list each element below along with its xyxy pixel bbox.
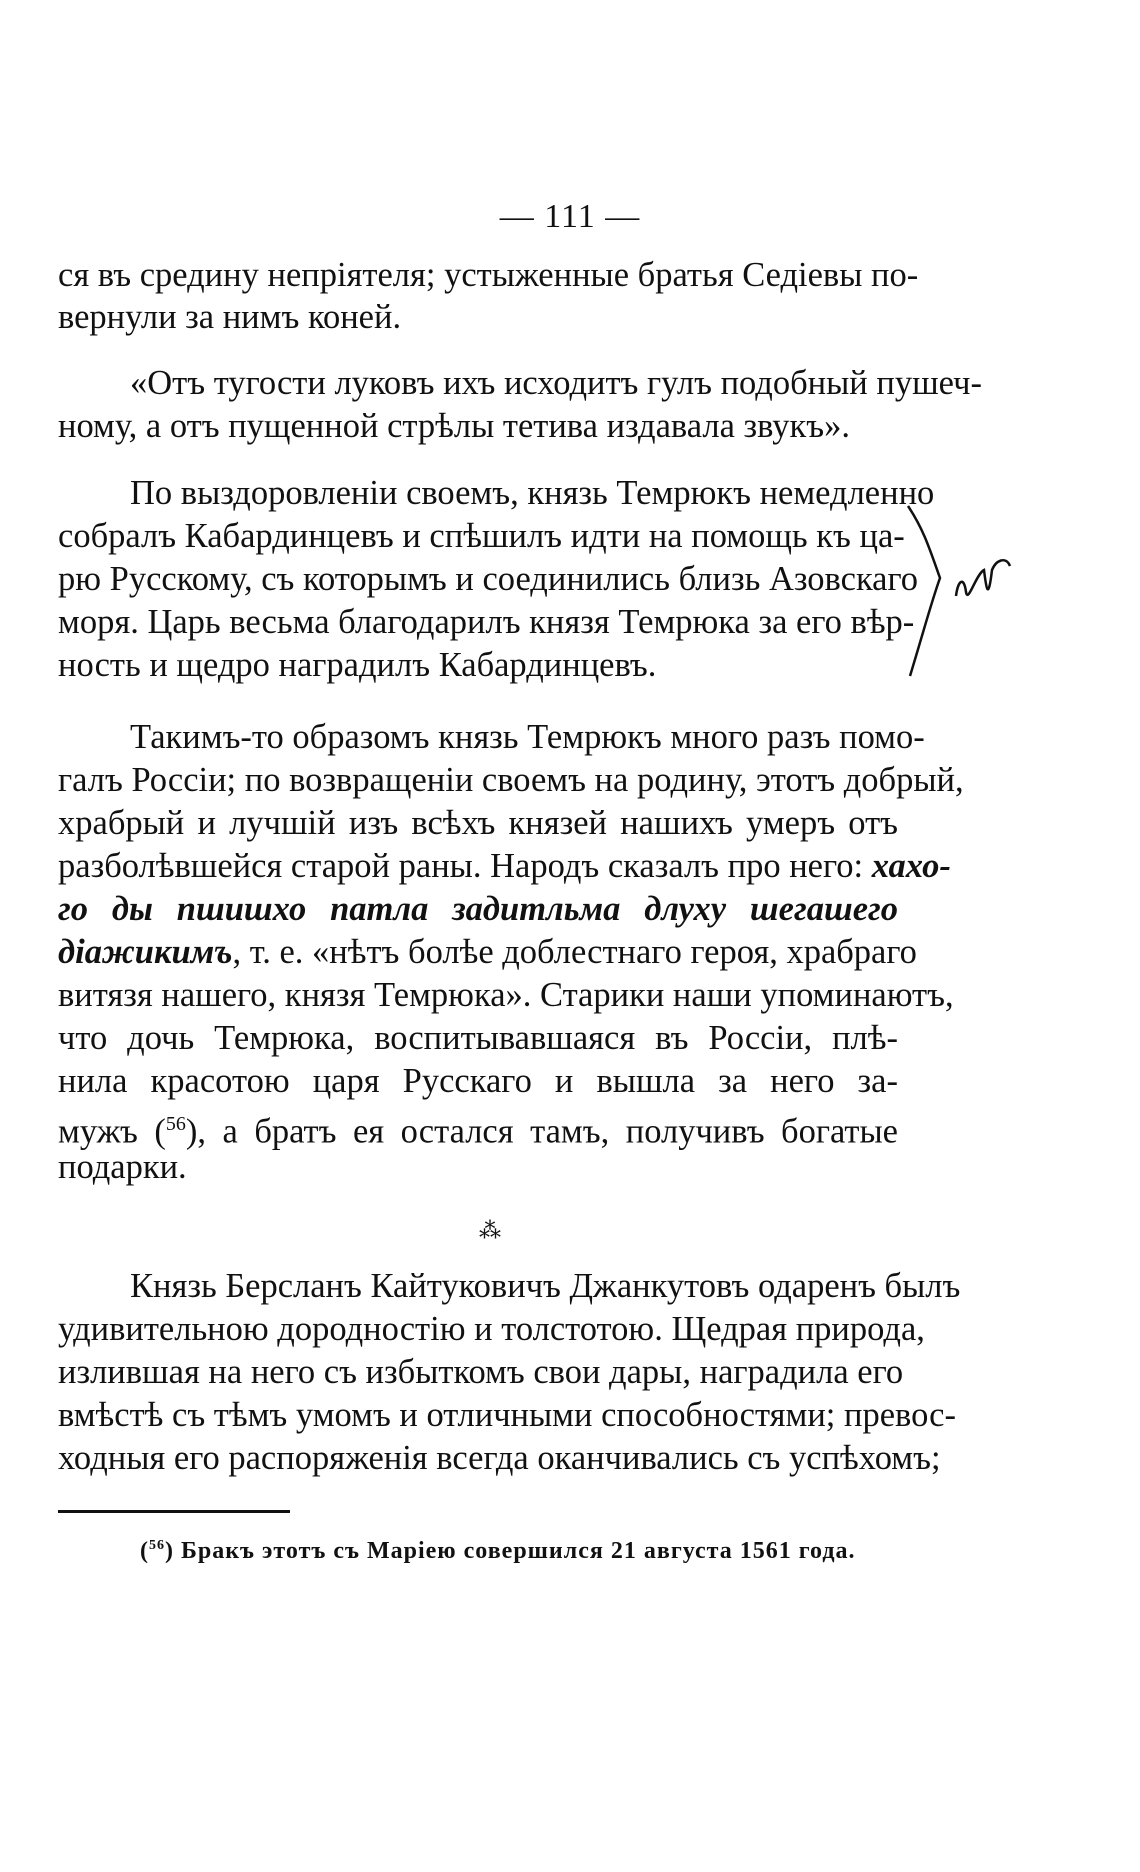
text-plain: , т. е. «нѣтъ болѣе доблестнаго героя, храбраго — [232, 933, 917, 971]
text-plain: мужъ ( — [58, 1112, 166, 1151]
footnote-ref: 56 — [165, 1113, 186, 1135]
text-line: ся въ средину непріятеля; устыженные братья Седіевы по- — [58, 256, 919, 294]
text-line — [58, 932, 917, 972]
text-line: подарки. — [58, 1148, 187, 1186]
section-asterism: ⁂ — [479, 1218, 501, 1243]
page-number: — 111 — — [499, 198, 641, 235]
text-line: собралъ Кабардинцевъ и спѣшилъ идти на помощь къ ца- — [58, 517, 905, 555]
text-plain: разболѣвшейся старой раны. Народъ сказалъ про него: — [58, 847, 872, 885]
text-line: что дочь Темрюка, воспитывавшаяся въ Россіи, плѣ- — [58, 1019, 898, 1057]
text-line-italic: го ды пшишхо патла задитльма длуху шегашего — [58, 890, 898, 928]
text-line: моря. Царь весьма благодарилъ князя Темрюка за его вѣр- — [58, 603, 915, 641]
text-line: рю Русскому, съ которымъ и соединились близь Азовскаго — [58, 560, 919, 598]
text-line: нила красотою царя Русскаго и вышла за него за- — [58, 1062, 898, 1100]
text-line: галъ Россіи; по возвращеніи своемъ на родину, этотъ добрый, — [58, 761, 964, 799]
text-line — [58, 846, 951, 886]
text-line: вернули за нимъ коней. — [58, 298, 402, 336]
text-line: излившая на него съ избыткомъ свои дары, наградила его — [58, 1353, 904, 1391]
footnote: ($^{56}$) Бракъ этотъ съ Маріею совершился 21 августа 1561 года. — [140, 1538, 856, 1564]
text-plain: ), а братъ ея остался тамъ, получивъ богатые — [185, 1112, 898, 1151]
text-line: Такимъ-то образомъ князь Темрюкъ много разъ помо- — [130, 718, 925, 756]
text-line: вмѣстѣ съ тѣмъ умомъ и отличными способностями; превос- — [58, 1396, 956, 1434]
footnote-number: 56 — [149, 1538, 165, 1553]
text-italic: хахо- — [871, 847, 951, 885]
text-line: ному, а отъ пущенной стрѣлы тетива издавала звукъ». — [58, 407, 850, 445]
margin-bracket-mark — [906, 500, 1026, 680]
text-line: «Отъ тугости луковъ ихъ исходитъ гулъ подобный пушеч- — [130, 364, 982, 402]
footnote-text: Бракъ этотъ съ Маріею совершился 21 августа 1561 года. — [181, 1538, 856, 1564]
text-line: По выздоровленіи своемъ, князь Темрюкъ немедленно — [130, 474, 935, 512]
text-line: храбрый и лучшій изъ всѣхъ князей нашихъ умеръ отъ — [58, 804, 898, 842]
text-line — [58, 1104, 898, 1152]
footnote-rule — [58, 1510, 290, 1513]
text-line: ность и щедро наградилъ Кабардинцевъ. — [58, 646, 657, 684]
text-line: удивительною дородностію и толстотою. Щедрая природа, — [58, 1310, 925, 1348]
text-line: Князь Берсланъ Кайтуковичъ Джанкутовъ одаренъ былъ — [130, 1267, 961, 1305]
text-line: ходныя его распоряженія всегда оканчивались съ успѣхомъ; — [58, 1439, 941, 1477]
text-line: витязя нашего, князя Темрюка». Старики наши упоминаютъ, — [58, 976, 954, 1014]
text-italic: дiажикимъ — [58, 933, 233, 971]
